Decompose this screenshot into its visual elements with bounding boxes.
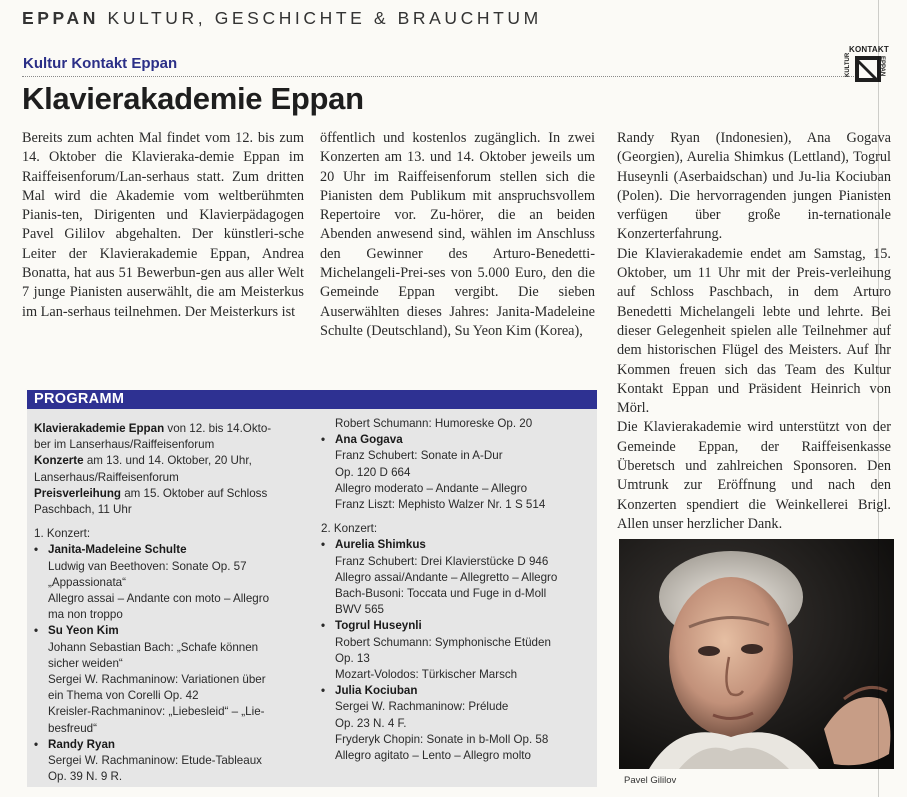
header-section: KULTUR, GESCHICHTE & BRAUCHTUM	[107, 8, 542, 28]
programm-header	[27, 390, 597, 409]
performer-name: • Togrul Huseynli	[321, 618, 593, 634]
concert-label: 2. Konzert:	[321, 522, 378, 536]
performer-name: • Aurelia Shimkus	[321, 537, 593, 553]
program-line: sicher weiden“	[48, 656, 123, 670]
program-line: Sergei W. Rachmaninow: Etude-Tableaux	[48, 754, 262, 768]
page-fold	[878, 0, 879, 797]
program-line: Konzerte am 13. und 14. Oktober, 20 Uhr,	[34, 454, 252, 468]
kicker: Kultur Kontakt Eppan	[23, 55, 178, 72]
program-line: besfreud“	[48, 721, 97, 735]
article-column-2: öffentlich und kostenlos zugänglich. In zwei Konzerten am 13. und 14. Oktober jeweils um 20 Uhr im Raiffeisenforum stellen sich die Pianisten dem Publikum mit anspruchsvollem Repertoire vor. Zu-hörer, die an beiden Abenden anwesend sind, wählen im Anschluss den Gewinner des Arturo-Benedetti-Michelangeli-Prei-ses von 5.000 Euro, den die Gemeinde Eppan vergibt. Die sieben Auserwählten dieses Jahres: Janita-Madeleine Schulte (Deutschland), Su Yeon Kim (Korea),	[320, 130, 595, 339]
performer-name: • Su Yeon Kim	[34, 623, 309, 639]
program-line: Op. 39 N. 9 R.	[48, 770, 123, 784]
header-brand: EPPAN	[22, 8, 99, 28]
spacer	[321, 513, 593, 521]
program-line: ma non troppo	[48, 608, 123, 622]
logo-left-text: KULTUR	[845, 52, 851, 77]
performer-name: • Julia Kociuban	[321, 683, 593, 699]
program-line: Paschbach, 11 Uhr	[34, 503, 132, 517]
performer-name: • Randy Ryan	[34, 737, 309, 753]
spacer	[34, 518, 309, 526]
program-line: Op. 120 D 664	[335, 465, 411, 479]
program-line: Fryderyk Chopin: Sonate in b-Moll Op. 58	[335, 732, 549, 746]
program-line: Bach-Busoni: Toccata und Fuge in d-Moll	[335, 587, 547, 601]
article-title: Klavierakademie Eppan	[22, 81, 364, 116]
programm-heading: PROGRAMM	[34, 391, 125, 407]
magazine-header	[22, 8, 542, 29]
programm-column-2	[321, 416, 593, 764]
program-line: Allegro assai – Andante con moto – Allegro	[48, 592, 270, 606]
performer-name: • Janita-Madeleine Schulte	[34, 542, 309, 558]
program-line: Klavierakademie Eppan von 12. bis 14.Okto-	[34, 422, 272, 435]
photo-caption: Pavel Gililov	[624, 775, 677, 786]
program-line: Lanserhaus/Raiffeisenforum	[34, 470, 179, 484]
portrait-image	[619, 539, 894, 769]
program-line: Preisverleihung am 15. Oktober auf Schloss	[34, 486, 268, 500]
program-line: Ludwig van Beethoven: Sonate Op. 57	[48, 559, 247, 573]
program-line: Sergei W. Rachmaninow: Prélude	[335, 700, 509, 714]
program-line: Franz Liszt: Mephisto Walzer Nr. 1 S 514	[335, 498, 546, 512]
program-line: Robert Schumann: Humoreske Op. 20	[335, 417, 533, 430]
program-line: ber im Lanserhaus/Raiffeisenforum	[34, 438, 215, 452]
kultur-kontakt-logo	[845, 45, 895, 85]
program-line: Mozart-Volodos: Türkischer Marsch	[335, 668, 518, 682]
portrait-photo	[619, 539, 894, 769]
program-line: Johann Sebastian Bach: „Schafe können	[48, 640, 259, 654]
program-line: Op. 13	[335, 651, 370, 665]
program-line: ein Thema von Corelli Op. 42	[48, 689, 199, 703]
article-column-1: Bereits zum achten Mal findet vom 12. bis zum 14. Oktober die Klavieraka-demie Eppan im Raiffeisenforum/Lan-serhaus statt. Zum dritten Mal wird die Akademie vom weltberühmten Pianis-ten, Dirigenten und Klavierpädagogen Pavel Gililov abgehalten. Der künstleri-sche Leiter der Klavierakademie Eppan, Andrea Bonatta, hat aus 51 Bewerbun-gen aus aller Welt 7 junge Pianisten auserwählt, die am Meisterkus im Lan-serhaus teilnehmen. Der Meisterkurs ist	[22, 130, 304, 320]
program-line: „Appassionata“	[48, 575, 126, 589]
concert-label: 1. Konzert:	[34, 527, 91, 541]
performer-name: • Ana Gogava	[321, 432, 593, 448]
program-line: Allegro assai/Andante – Allegretto – Allegro	[335, 570, 558, 584]
logo-right-text: EPPAN	[879, 56, 885, 77]
program-line: Franz Schubert: Drei Klavierstücke D 946	[335, 554, 549, 568]
logo-top-text: KONTAKT	[849, 45, 889, 54]
divider	[22, 76, 870, 77]
program-line: Allegro moderato – Andante – Allegro	[335, 481, 528, 495]
program-line: Sergei W. Rachmaninow: Variationen über	[48, 673, 266, 687]
programm-column-1	[34, 421, 309, 785]
program-line: Robert Schumann: Symphonische Etüden	[335, 635, 551, 649]
program-line: BWV 565	[335, 603, 384, 617]
program-line: Allegro agitato – Lento – Allegro molto	[335, 749, 531, 763]
article-column-3: Randy Ryan (Indonesien), Ana Gogava (Georgien), Aurelia Shimkus (Lettland), Togrul Huseynli (Aserbaidschan) und Ju-lia Kociuban (Polen). Die hervorragenden jungen Pianisten verfügen über große in-ternationale Konzerterfahrung. Die Klavierakademie endet am Samstag, 15. Oktober, um 11 Uhr mit der Preis-verleihung auf Schloss Paschbach, in dem Arturo Benedetti Michelangeli lebte und lehrte. Bei dieser Gelegenheit spielen alle Teilnehmer auf dem historischen Flügel des Meisters. Auf Ihr Kommen freuen sich das Team des Kultur Kontakt Eppan und Präsident Heinrich von Mörl. Die Klavierakademie wird unterstützt von der Gemeinde Eppan, der Raiffeisenkasse Überetsch und zahlreichen Sponsoren. Den Umtrunk zur Eröffnung und nach den Konzerten spendiert die Weinkellerei Brigl. Allen unser herzlicher Dank.	[617, 130, 891, 532]
program-line: Op. 23 N. 4 F.	[335, 716, 407, 730]
program-line: Franz Schubert: Sonate in A-Dur	[335, 449, 503, 463]
program-line: Kreisler-Rachmaninov: „Liebesleid“ – „Lie-	[48, 705, 265, 719]
